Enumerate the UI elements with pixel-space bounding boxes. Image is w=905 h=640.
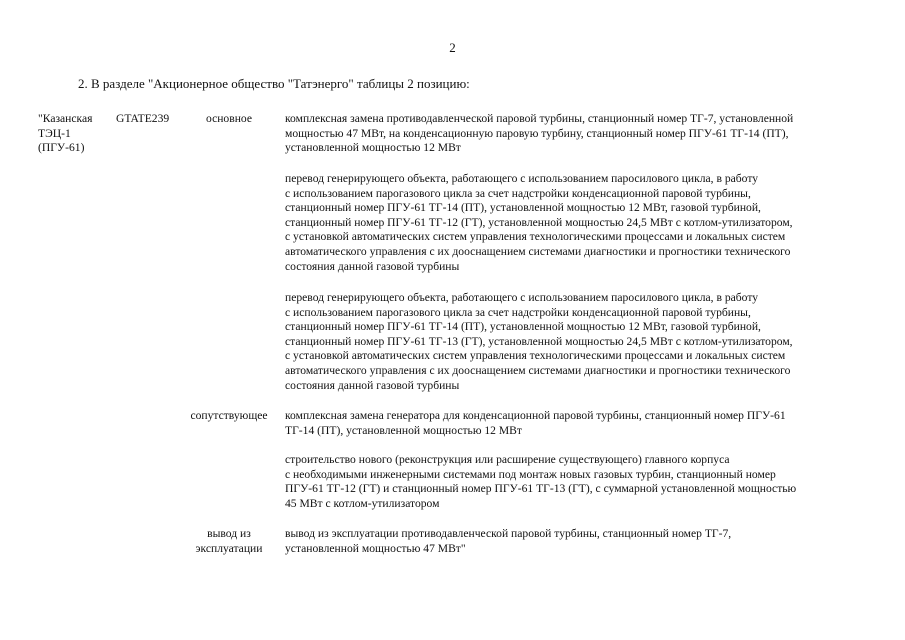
station-code: GTATE239 [116, 112, 170, 125]
entry-line: станционный номер ПГУ-61 ТГ-14 (ПТ), установленной мощностью 12 МВт, газовой турбиной, [285, 201, 761, 215]
category-label: сопутствующее [190, 409, 268, 422]
entry-line: комплексная замена генератора для конденсационной паровой турбины, станционный номер ПГУ-61 [285, 409, 786, 422]
entry-conversion-tg12 [285, 172, 865, 274]
entry-line: с необходимыми инженерными системами под монтаж новых газовых турбин, станционный номер [285, 467, 776, 481]
entry-line: строительство нового (реконструкция или расширение существующего) главного корпуса [285, 453, 730, 466]
entry-line: перевод генерирующего объекта, работающего с использованием паросилового цикла, в работу [285, 291, 759, 304]
entry-decommission [285, 527, 865, 556]
station-name [38, 112, 108, 156]
section-heading: 2. В разделе "Акционерное общество "Татэнерго" таблицы 2 позицию: [78, 76, 470, 91]
station-name-line: ТЭЦ-1 [38, 126, 71, 140]
category-accompanying [186, 409, 272, 424]
entry-generator-replacement [285, 409, 865, 438]
entry-line: станционный номер ПГУ-61 ТГ-14 (ПТ), установленной мощностью 12 МВт, газовой турбиной, [285, 320, 761, 334]
entry-line: с установкой автоматических систем управления технологическими процессами и локальных систем [285, 230, 786, 244]
entry-line: автоматического управления с их дооснащением системами диагностики и прогностики технического [285, 363, 791, 377]
category-label: эксплуатации [195, 541, 263, 555]
entry-conversion-tg13 [285, 291, 865, 393]
station-name-line: (ПГУ-61) [38, 141, 85, 155]
entry-line: с установкой автоматических систем управления технологическими процессами и локальных систем [285, 349, 786, 363]
entry-line: состояния данной газовой турбины [285, 259, 460, 273]
entry-line: вывод из эксплуатации противодавленческой паровой турбины, станционный номер ТГ-7, [285, 527, 732, 540]
entry-line: состояния данной газовой турбины [285, 378, 460, 392]
entry-line: станционный номер ПГУ-61 ТГ-12 (ГТ), установленной мощностью 24,5 МВт с котлом-утилизатором, [285, 215, 793, 229]
entry-turbine-replacement [285, 112, 865, 156]
entry-line: ПГУ-61 ТГ-12 (ГТ) и станционный номер ПГУ-61 ТГ-13 (ГТ), с суммарной установленной мощностью [285, 482, 797, 496]
station-name-line: "Казанская [38, 112, 93, 125]
entry-line: станционный номер ПГУ-61 ТГ-13 (ГТ), установленной мощностью 24,5 МВт с котлом-утилизатором, [285, 334, 793, 348]
entry-line: перевод генерирующего объекта, работающего с использованием паросилового цикла, в работу [285, 172, 759, 185]
entry-line: комплексная замена противодавленческой паровой турбины, станционный номер ТГ-7, установленной [285, 112, 794, 125]
entry-line: автоматического управления с их дооснащением системами диагностики и прогностики технического [285, 244, 791, 258]
entry-line: ТГ-14 (ПТ), установленной мощностью 12 МВт [285, 423, 522, 437]
entry-line: мощностью 47 МВт, на конденсационную паровую турбину, станционный номер ПГУ-61 ТГ-14 (ПТ), [285, 126, 789, 140]
entry-line: установленной мощностью 12 МВт [285, 141, 461, 155]
category-label: основное [206, 112, 252, 125]
entry-line: с использованием парогазового цикла за счет надстройки конденсационной паровой турбины, [285, 186, 751, 200]
category-label: вывод из [207, 527, 251, 540]
page-number: 2 [449, 40, 456, 55]
entry-line: 45 МВт с котлом-утилизатором [285, 496, 440, 510]
category-main [186, 112, 272, 127]
category-decommission [186, 527, 272, 556]
entry-main-building-construction [285, 453, 865, 511]
entry-line: с использованием парогазового цикла за счет надстройки конденсационной паровой турбины, [285, 305, 751, 319]
entry-line: установленной мощностью 47 МВт" [285, 541, 466, 555]
